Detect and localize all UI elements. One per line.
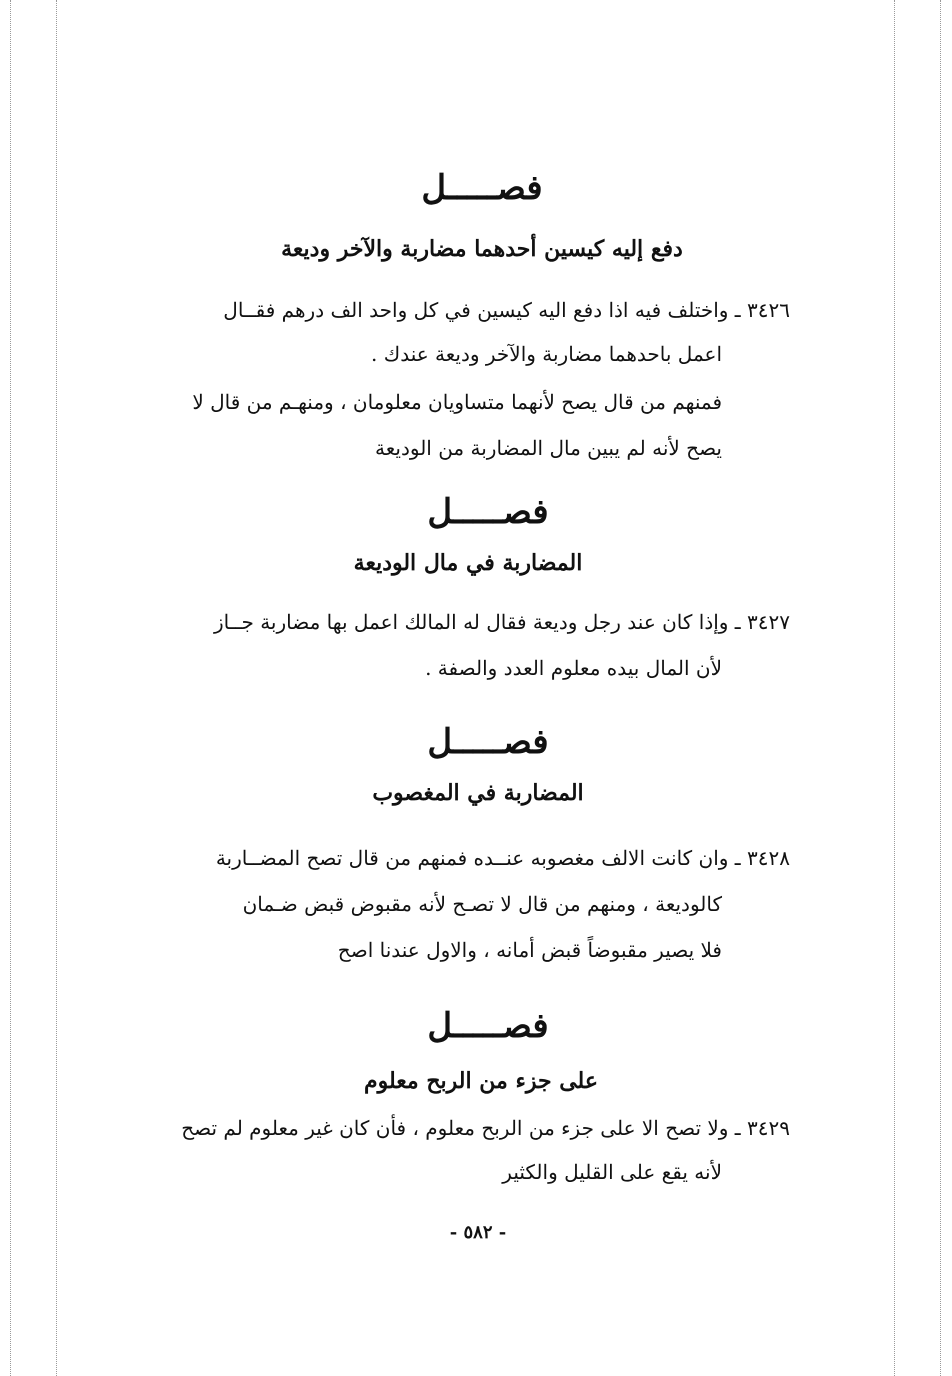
section-2-fasl: فصـــــل bbox=[427, 492, 549, 532]
section-4-line-2: لأنه يقع على القليل والكثير bbox=[502, 1160, 722, 1184]
section-1-line-3: فمنهم من قال يصح لأنهما متساويان معلومان ، ومنهـم من قال لا bbox=[192, 390, 722, 414]
section-1-line-2: اعمل باحدهما مضاربة والآخر وديعة عندك . bbox=[371, 342, 722, 366]
section-3-fasl: فصـــــل bbox=[427, 722, 549, 762]
section-2-line-1: ٣٤٢٧ ـ وإذا كان عند رجل وديعة فقال له المالك اعمل بها مضاربة جــاز bbox=[214, 610, 790, 634]
scan-border-right-inner bbox=[894, 0, 895, 1376]
section-3-line-3: فلا يصير مقبوضاً قبض أمانه ، والاول عندنا اصح bbox=[337, 938, 722, 962]
section-1-line-4: يصح لأنه لم يبين مال المضاربة من الوديعة bbox=[375, 436, 722, 460]
section-3-line-1: ٣٤٢٨ ـ وان كانت الالف مغصوبه عنــده فمنهم من قال تصح المضــاربة bbox=[215, 846, 790, 870]
section-4-heading: على جزء من الربح معلوم bbox=[364, 1068, 598, 1094]
section-1-fasl: فصـــــل bbox=[421, 168, 543, 208]
section-3-line-2: كالوديعة ، ومنهم من قال لا تصـح لأنه مقبوض قبض ضـمان bbox=[242, 892, 722, 916]
section-1-line-1: ٣٤٢٦ ـ واختلف فيه اذا دفع اليه كيسين في كل واحد الف درهم فقــال bbox=[223, 298, 790, 322]
page-number: - ٥٨٢ - bbox=[449, 1222, 507, 1243]
section-3-heading: المضاربة في المغصوب bbox=[372, 780, 584, 806]
scan-border-left-outer bbox=[10, 0, 11, 1376]
scan-border-left-inner bbox=[56, 0, 57, 1376]
section-4-line-1: ٣٤٢٩ ـ ولا تصح الا على جزء من الربح معلوم ، فأن كان غير معلوم لم تصح bbox=[181, 1116, 790, 1140]
section-1-heading: دفع إليه كيسين أحدهما مضاربة والآخر وديعة bbox=[281, 236, 683, 262]
section-2-heading: المضاربة في مال الوديعة bbox=[353, 550, 583, 576]
scan-border-right-outer bbox=[940, 0, 941, 1376]
section-4-fasl: فصـــــل bbox=[427, 1006, 549, 1046]
section-2-line-2: لأن المال بيده معلوم العدد والصفة . bbox=[425, 656, 722, 680]
